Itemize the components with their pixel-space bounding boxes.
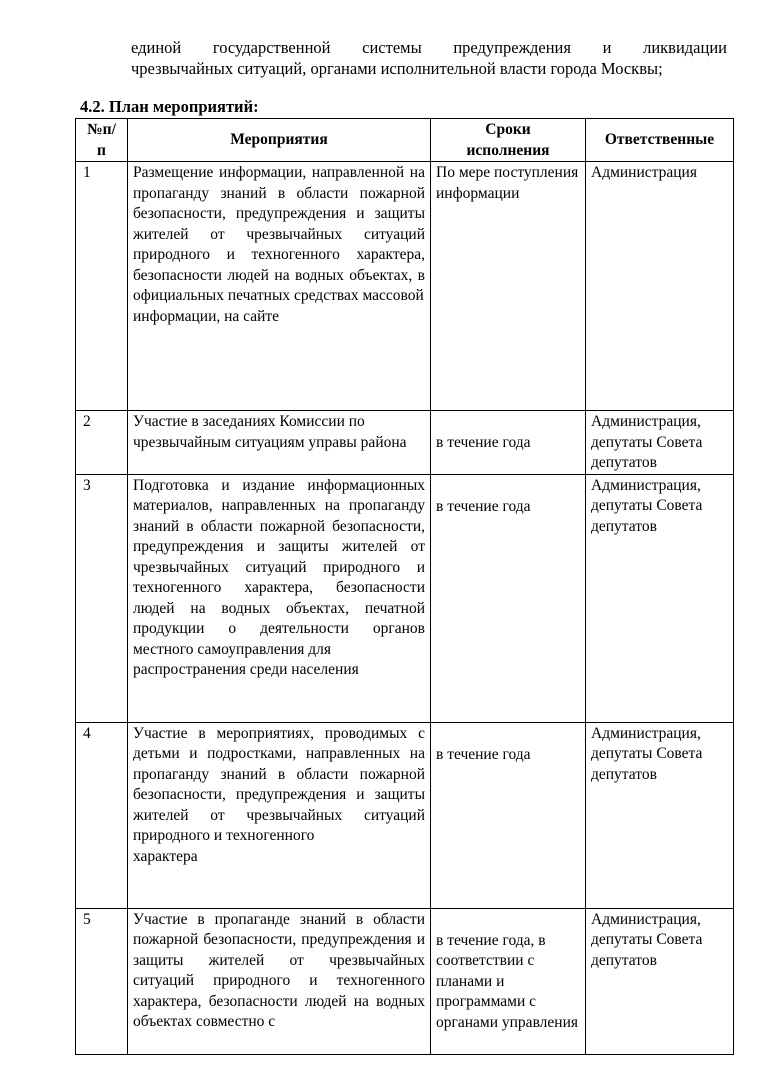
- row-activity-body: Размещение информации, направленной на пропаганду знаний в области пожарной безопасности, предупреждения и защиты жителей от чрезвычайных ситуаций природного и техногенного характера, безопасности людей на водных объектах, в официальных печатных средствах массовой: [133, 164, 425, 304]
- table-row: [76, 722, 734, 908]
- header-responsible: Ответственные: [586, 119, 734, 162]
- row-deadline: [431, 722, 586, 908]
- row-responsible: Администрация, депутаты Совета депутатов: [586, 474, 734, 722]
- row-activity-last-line: Участие в заседаниях Комиссии по чрезвычайным ситуациям управы района: [133, 413, 407, 451]
- header-activity: Мероприятия: [128, 119, 431, 162]
- row-number: 2: [76, 411, 128, 475]
- header-deadline-line-2: исполнения: [466, 141, 550, 159]
- row-activity-last-line: распространения среди населения: [133, 661, 359, 678]
- row-responsible: Администрация, депутаты Совета депутатов: [586, 411, 734, 475]
- row-activity-body: Подготовка и издание информационных материалов, направленных на пропаганду знаний в области пожарной безопасности, предупреждения и защиты жителей от чрезвычайных ситуаций природного и техногенного характера, безопасности людей на водных объектах, печатной продукции о деятельности органов местного самоуправления для: [133, 476, 425, 658]
- row-number: 5: [76, 908, 128, 1054]
- row-number: 4: [76, 722, 128, 908]
- table-row: [76, 162, 734, 411]
- intro-line-2: чрезвычайных ситуаций, органами исполнительной власти города Москвы;: [131, 59, 663, 78]
- table-header-row: [76, 119, 734, 162]
- section-heading: 4.2. План мероприятий:: [80, 97, 259, 116]
- row-number: 1: [76, 162, 128, 411]
- row-activity-last-line: характера: [133, 847, 198, 865]
- row-deadline-text: в течение года, в соответствии с планами и программами с органами управления: [436, 931, 579, 1031]
- row-number: 3: [76, 474, 128, 722]
- row-activity: [128, 162, 431, 411]
- row-deadline: По мере поступления информации: [431, 162, 586, 411]
- row-activity-body: Участие в пропаганде знаний в области пожарной безопасности, предупреждения и защиты жителей от чрезвычайных ситуаций природного и техногенного характера, безопасности людей на водных объектах совместно с: [133, 910, 425, 1030]
- table-row: [76, 411, 734, 475]
- table-row: [76, 908, 734, 1054]
- row-activity-last-line: информации, на сайте: [133, 307, 280, 325]
- row-responsible: Администрация, депутаты Совета депутатов: [586, 722, 734, 908]
- intro-paragraph: [131, 37, 727, 79]
- row-deadline-text: в течение года: [436, 497, 531, 515]
- header-num: [76, 119, 128, 162]
- row-deadline: в течение года: [431, 411, 586, 475]
- row-responsible: Администрация: [586, 162, 734, 411]
- row-activity: [128, 474, 431, 722]
- plan-table: [75, 118, 734, 1055]
- row-activity: [128, 908, 431, 1054]
- row-activity: [128, 411, 431, 475]
- row-deadline: [431, 908, 586, 1054]
- row-activity-body: Участие в мероприятиях, проводимых с детьми и подростками, направленных на пропаганду знаний в области пожарной безопасности, предупреждения и защиты жителей от чрезвычайных ситуаций природного и техногенного: [133, 724, 425, 844]
- intro-line-1: единой государственной системы предупреждения и ликвидации: [131, 38, 727, 57]
- header-num-line-2: п: [97, 141, 106, 159]
- table-row: [76, 474, 734, 722]
- row-activity: [128, 722, 431, 908]
- header-num-line-1: №п/: [87, 121, 116, 138]
- row-responsible: Администрация, депутаты Совета депутатов: [586, 908, 734, 1054]
- row-deadline: [431, 474, 586, 722]
- row-deadline-text: в течение года: [436, 745, 531, 763]
- header-deadline-line-1: Сроки: [485, 121, 531, 138]
- header-deadline: [431, 119, 586, 162]
